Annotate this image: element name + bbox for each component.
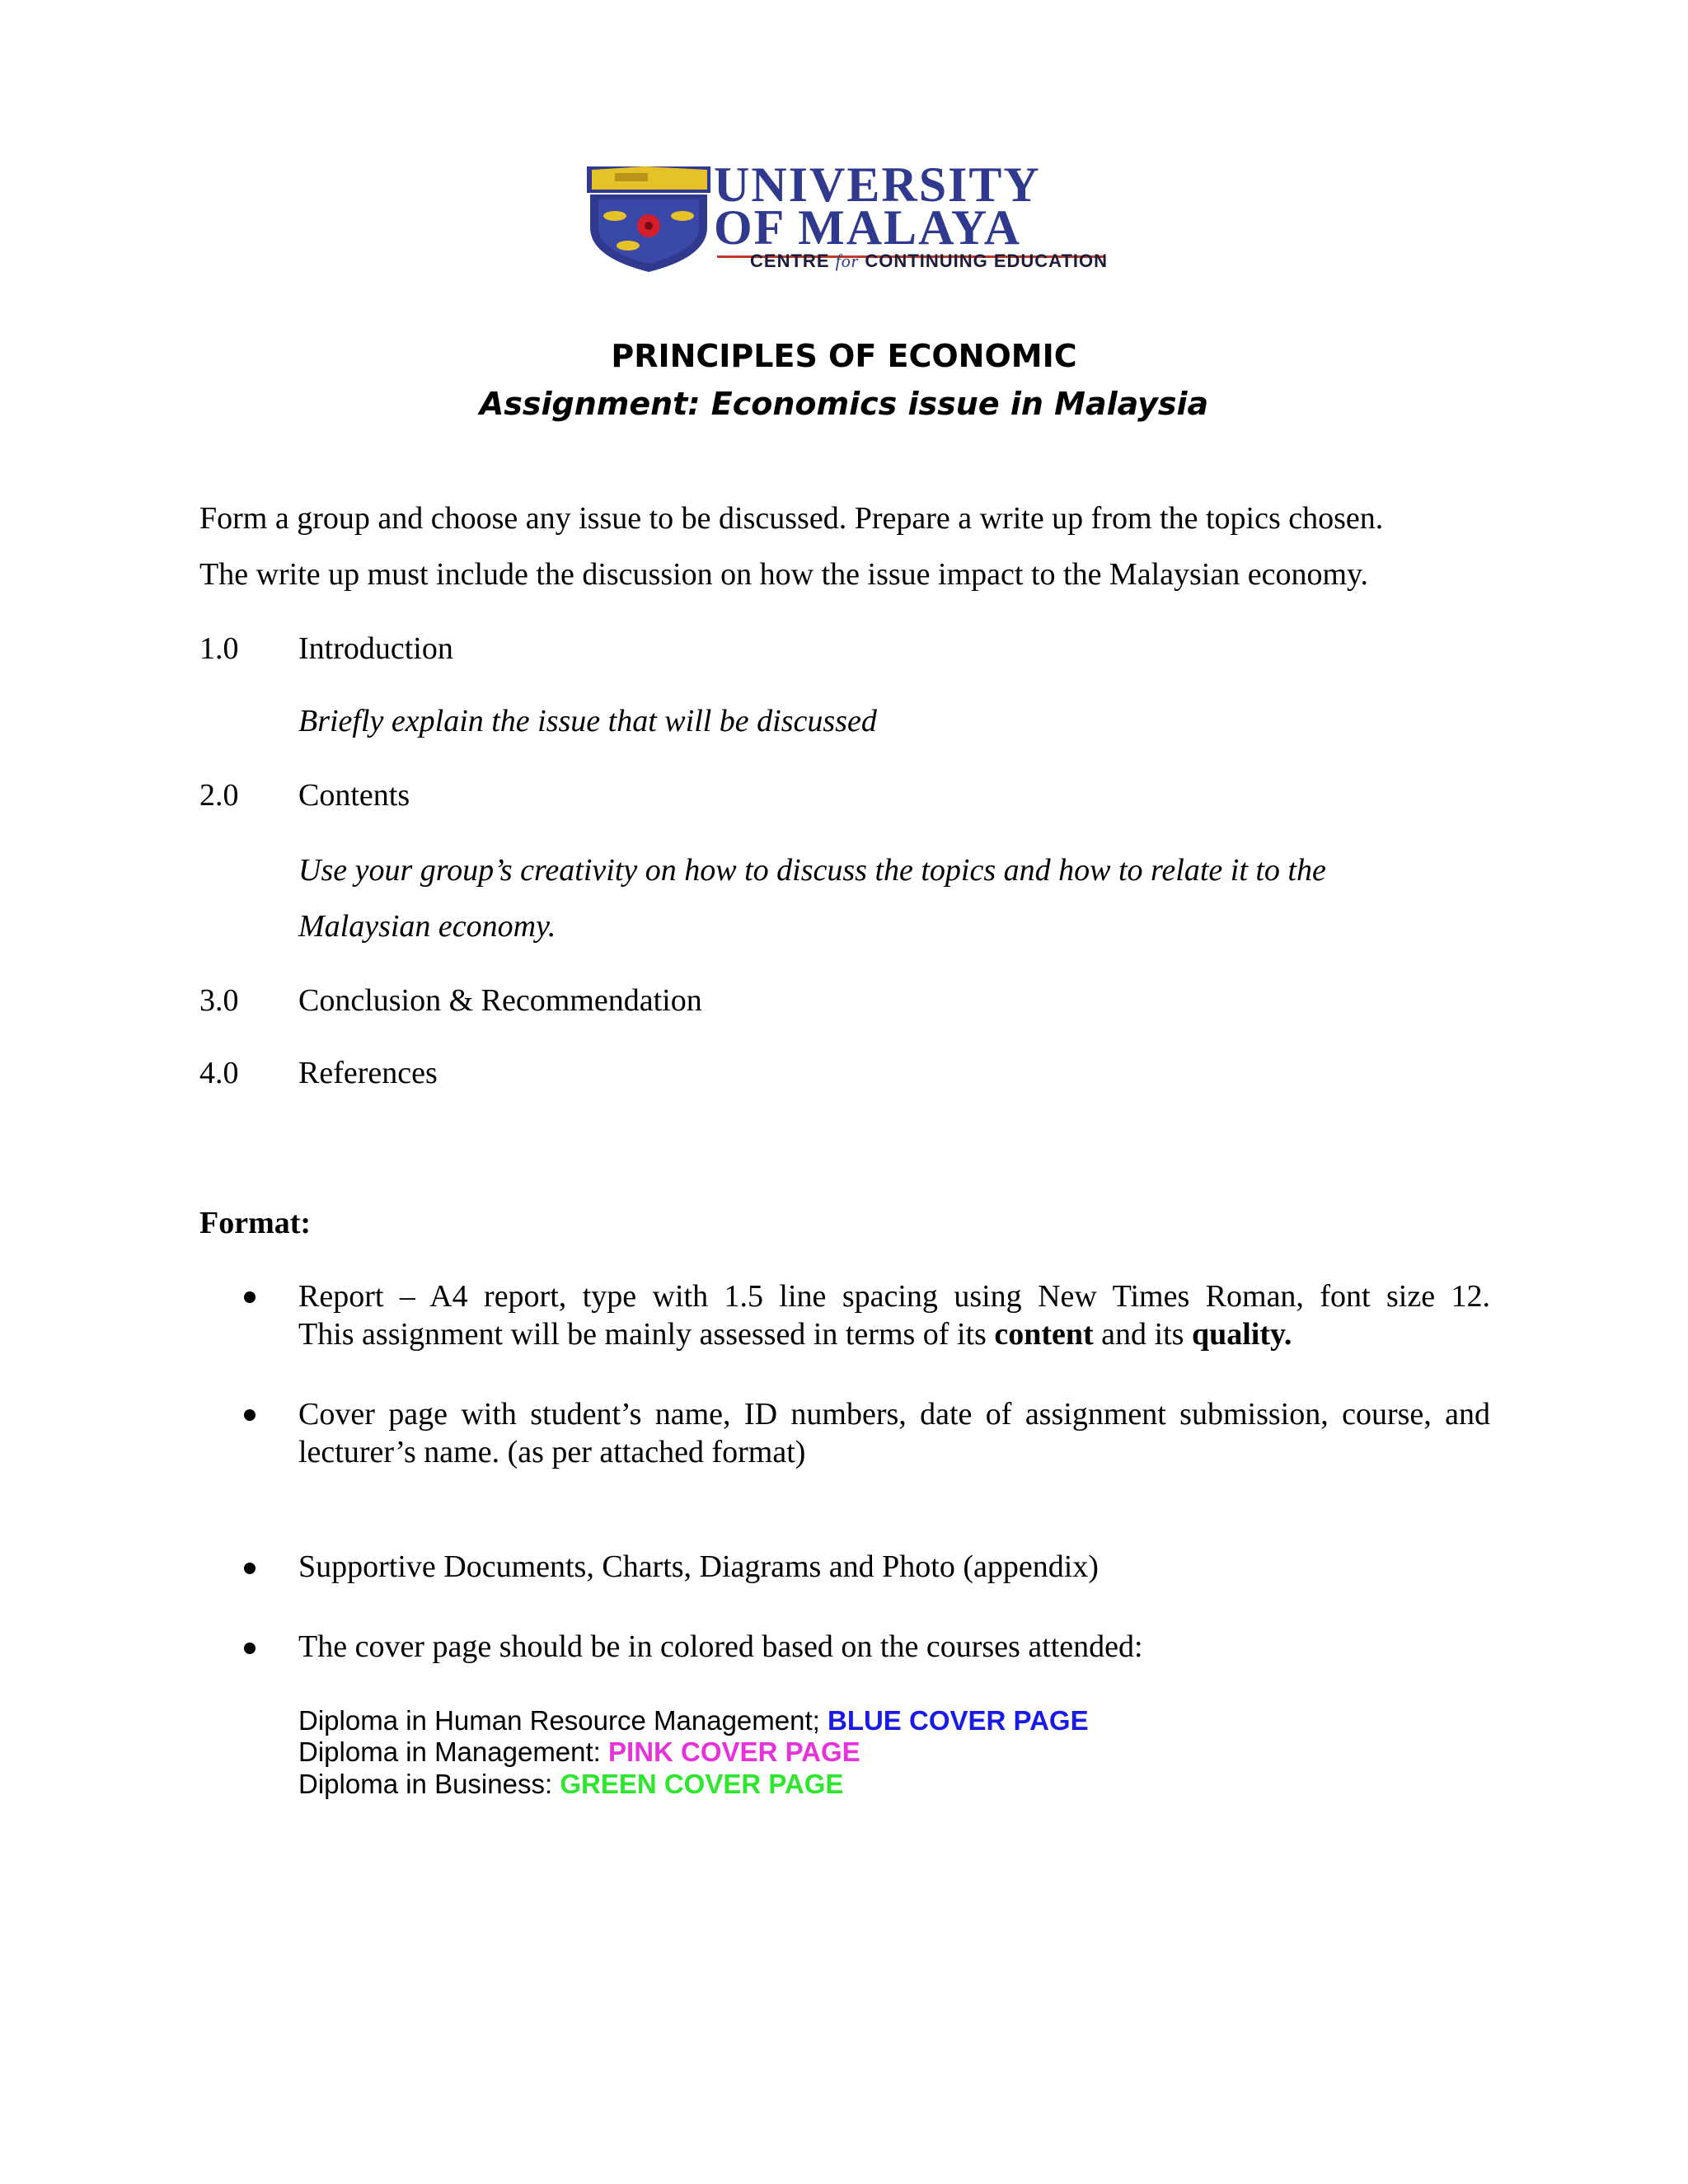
section-title: References (298, 1056, 438, 1090)
bullet-icon (244, 1643, 256, 1654)
format-heading: Format: (199, 1206, 312, 1240)
logo-subtitle: CENTRE for CONTINUING EDUCATION (750, 251, 1108, 271)
bullet-colored: The cover page should be in colored based on the courses attended: (298, 1629, 1143, 1664)
bullet-report-line-1: Report – A4 report, type with 1.5 line spacing using New Times Roman, font size 12. (298, 1279, 1490, 1314)
section-title: Conclusion & Recommendation (298, 983, 702, 1018)
cover-color-pink: PINK COVER PAGE (608, 1736, 860, 1767)
bullet-icon (244, 1563, 256, 1574)
section-note: Briefly explain the issue that will be discussed (298, 704, 877, 738)
bullet-report-line-2: This assignment will be mainly assessed in terms of its content and its quality. (298, 1317, 1292, 1352)
section-note: Use your group’s creativity on how to discuss the topics and how to relate it to the (298, 853, 1326, 888)
intro-line-2: The write up must include the discussion on how the issue impact to the Malaysian economy. (199, 557, 1369, 592)
bullet-supportive: Supportive Documents, Charts, Diagrams and Photo (appendix) (298, 1549, 1099, 1584)
cover-color-blue: BLUE COVER PAGE (827, 1705, 1089, 1736)
university-logo (587, 158, 1123, 275)
document-title: PRINCIPLES OF ECONOMIC (611, 338, 1077, 374)
section-title: Contents (298, 778, 410, 813)
bullet-icon (244, 1291, 256, 1303)
intro-line-1: Form a group and choose any issue to be discussed. Prepare a write up from the topics chosen. (199, 501, 1384, 536)
section-number: 3.0 (199, 983, 239, 1018)
cover-color-green: GREEN COVER PAGE (560, 1769, 844, 1799)
diploma-hrm: Diploma in Human Resource Management; BLUE COVER PAGE (298, 1705, 1089, 1736)
section-number: 2.0 (199, 778, 239, 813)
diploma-management: Diploma in Management: PINK COVER PAGE (298, 1736, 860, 1767)
logo-line-2: OF MALAYA (714, 200, 1022, 255)
section-number: 1.0 (199, 631, 239, 666)
bullet-cover-line-2: lecturer’s name. (as per attached format) (298, 1435, 806, 1469)
section-note: Malaysian economy. (298, 909, 556, 944)
section-title: Introduction (298, 631, 453, 666)
bullet-cover-line-1: Cover page with student’s name, ID numbers, date of assignment submission, course, and (298, 1397, 1490, 1432)
section-number: 4.0 (199, 1056, 239, 1090)
bullet-icon (244, 1409, 256, 1421)
logo-line-1: UNIVERSITY (714, 157, 1041, 212)
document-subtitle: Assignment: Economics issue in Malaysia (479, 386, 1209, 422)
diploma-business: Diploma in Business: GREEN COVER PAGE (298, 1769, 844, 1799)
